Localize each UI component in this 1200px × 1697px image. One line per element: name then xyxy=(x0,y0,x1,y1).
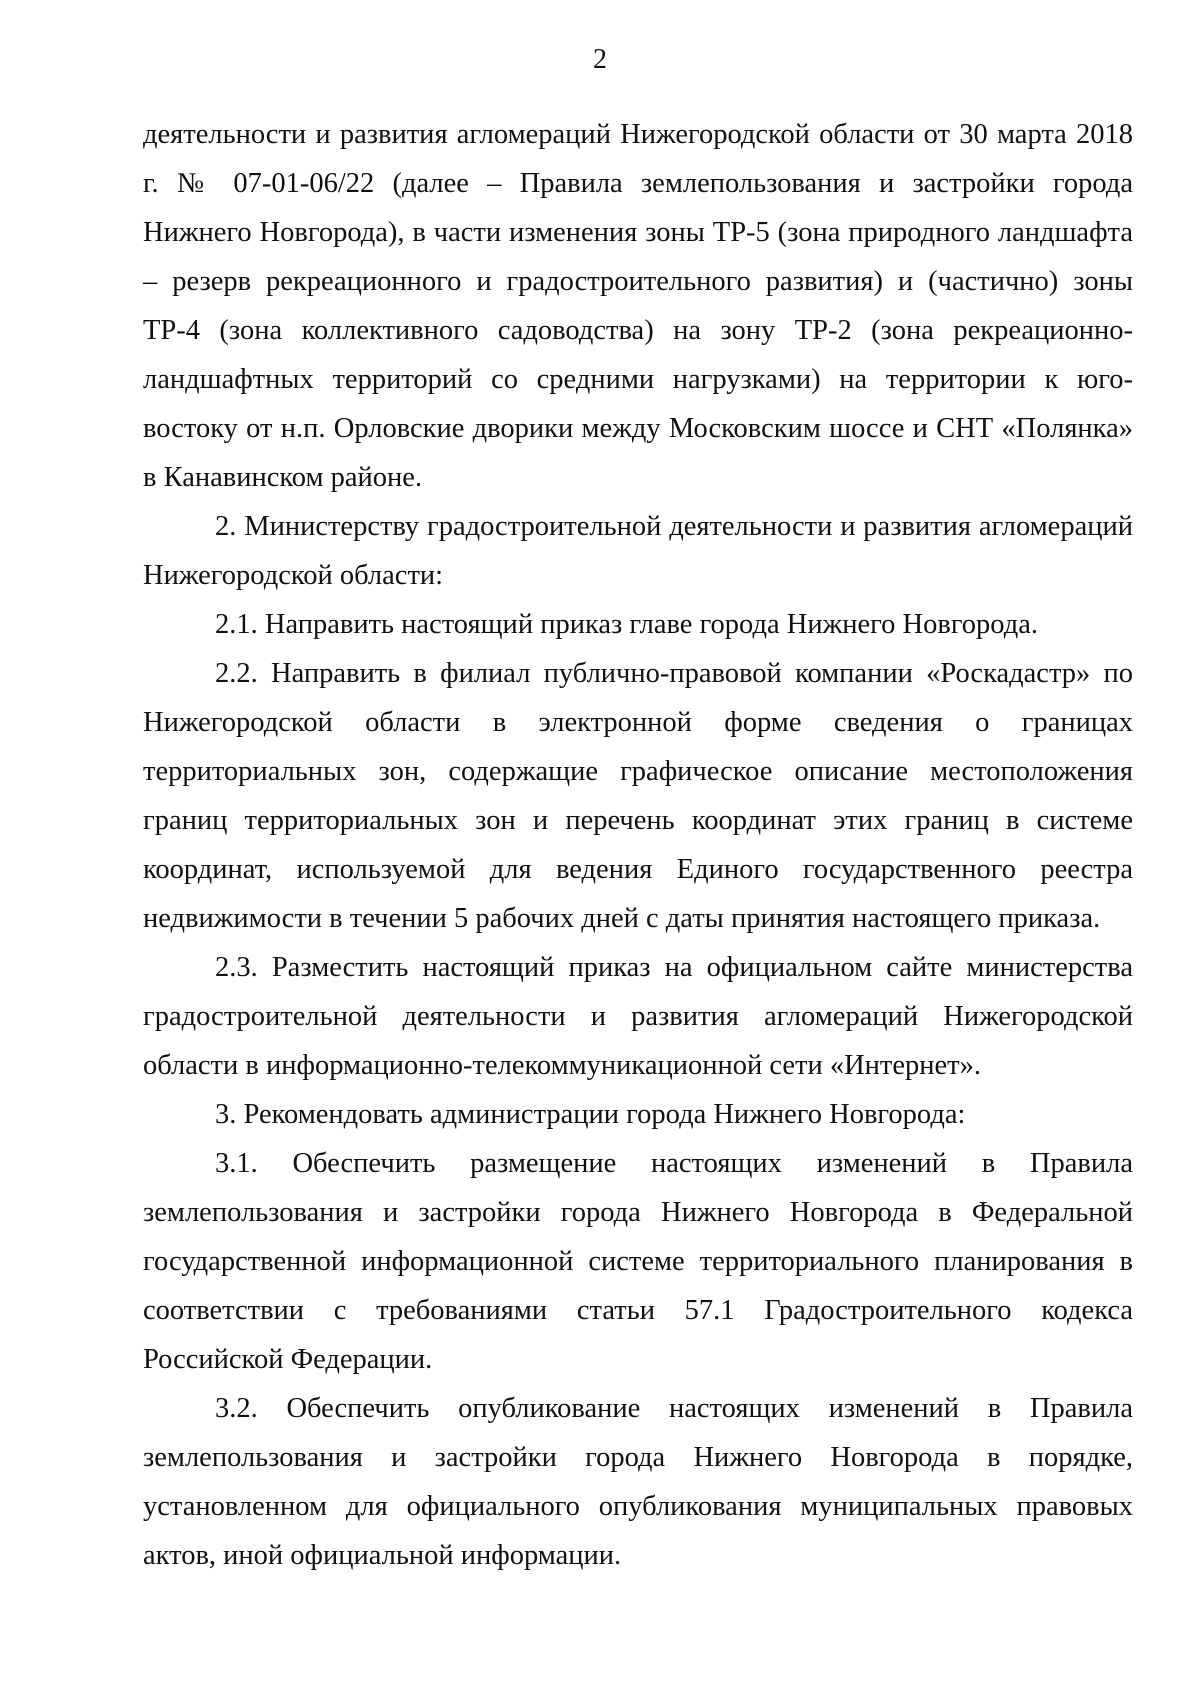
paragraph-item-3-1: 3.1. Обеспечить размещение настоящих изменений в Правила землепользования и застройки города Нижнего Новгорода в Федеральной государственной информационной системе территориального планирования в соответствии с требованиями статьи 57.1 Градостроительного кодекса Российской Федерации. xyxy=(143,1148,1133,1375)
paragraph-continuation: деятельности и развития агломераций Нижегородской области от 30 марта 2018 г. № 07-01-06/22 (далее – Правила землепользования и застройки города Нижнего Новгорода), в части изменения зоны ТР-5 (зона природного ландшафта – резерв рекреационного и градостроительного развития) и (частично) зоны ТР-4 (зона коллективного садоводства) на зону ТР-2 (зона рекреационно-ландшафтных территорий со средними нагрузками) на территории к юго-востоку от н.п. Орловские дворики между Московским шоссе и СНТ «Полянка» в Канавинском районе. xyxy=(143,119,1133,493)
paragraph-item-2-2: 2.2. Направить в филиал публично-правовой компании «Роскадастр» по Нижегородской области в электронной форме сведения о границах территориальных зон, содержащие графическое описание местоположения границ территориальных зон и перечень координат этих границ в системе координат, используемой для ведения Единого государственного реестра недвижимости в течении 5 рабочих дней с даты принятия настоящего приказа. xyxy=(143,658,1133,934)
paragraph-item-3: 3. Рекомендовать администрации города Нижнего Новгорода: xyxy=(215,1099,966,1130)
paragraph-item-2-3: 2.3. Разместить настоящий приказ на официальном сайте министерства градостроительной деятельности и развития агломераций Нижегородской области в информационно-телекоммуникационной сети «Интернет». xyxy=(143,952,1133,1081)
paragraph-item-2: 2. Министерству градостроительной деятельности и развития агломераций Нижегородской области: xyxy=(143,511,1133,591)
page-number: 2 xyxy=(593,44,607,75)
document-body xyxy=(143,110,1133,1580)
paragraph-item-2-1: 2.1. Направить настоящий приказ главе города Нижнего Новгорода. xyxy=(215,609,1039,640)
paragraph-item-3-2: 3.2. Обеспечить опубликование настоящих изменений в Правила землепользования и застройки города Нижнего Новгорода в порядке, установленном для официального опубликования муниципальных правовых актов, иной официальной информации. xyxy=(143,1393,1133,1571)
